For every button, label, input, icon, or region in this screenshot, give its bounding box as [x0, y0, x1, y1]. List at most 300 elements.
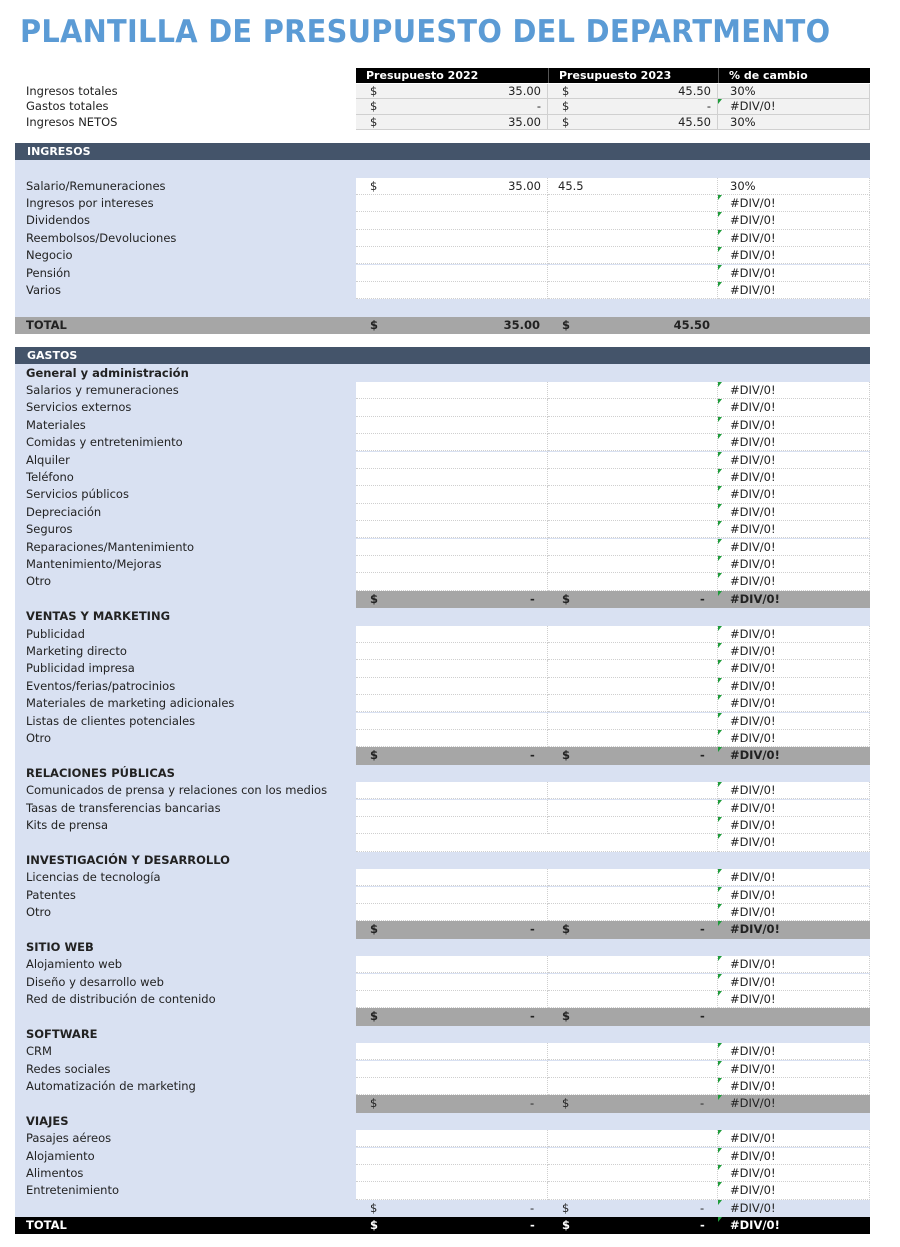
error-indicator-icon [718, 1148, 722, 1153]
cell-2022[interactable] [356, 521, 548, 538]
percent-change: #DIV/0! [730, 817, 776, 832]
error-indicator-icon [718, 486, 722, 491]
section-title-label: SITIO WEB [26, 939, 94, 954]
currency-symbol: $ [562, 318, 571, 332]
cell-pct[interactable] [718, 539, 870, 556]
cell-2023[interactable] [548, 1061, 718, 1078]
error-indicator-icon [718, 626, 722, 631]
cell-2023[interactable] [548, 434, 718, 451]
currency-symbol: $ [562, 1009, 571, 1024]
cell-2023[interactable] [548, 887, 718, 904]
error-indicator-icon [718, 678, 722, 683]
total-label: TOTAL [26, 318, 67, 332]
cell-pct[interactable] [718, 521, 870, 538]
error-indicator-icon [718, 504, 722, 509]
cell-2022[interactable] [356, 956, 548, 973]
expense-row [0, 956, 900, 973]
cell-2022[interactable] [356, 887, 548, 904]
error-indicator-icon [718, 695, 722, 700]
cell-2022[interactable] [356, 695, 548, 712]
row-label: Eventos/ferias/patrocinios [26, 678, 176, 693]
error-indicator-icon [718, 469, 722, 474]
cell-2023[interactable] [548, 282, 718, 299]
cell-2022[interactable] [356, 1043, 548, 1060]
merged-cell[interactable] [356, 834, 718, 851]
cell-2023[interactable] [548, 417, 718, 434]
cell-pct[interactable] [718, 782, 870, 799]
expense-row [0, 434, 900, 451]
cell-2022[interactable] [356, 504, 548, 521]
cell-2022[interactable] [356, 84, 548, 99]
row-label: Redes sociales [26, 1061, 111, 1076]
row-label: Salarios y remuneraciones [26, 382, 179, 397]
row-label: Patentes [26, 887, 76, 902]
percent-change: #DIV/0! [730, 1148, 776, 1163]
cell-pct[interactable] [718, 974, 870, 991]
error-indicator-icon [718, 1078, 722, 1083]
row-label: Reparaciones/Mantenimiento [26, 539, 195, 554]
cell-2023[interactable] [548, 1148, 718, 1165]
cell-2022[interactable] [356, 556, 548, 573]
percent-change: #DIV/0! [730, 382, 776, 397]
row-label: Licencias de tecnología [26, 870, 161, 885]
expense-row [0, 782, 900, 799]
cell-2022[interactable] [356, 247, 548, 264]
cell-2022[interactable] [356, 212, 548, 229]
section-title-label: RELACIONES PÚBLICAS [26, 765, 175, 780]
percent-change: #DIV/0! [730, 435, 776, 450]
cell-2022[interactable] [356, 99, 548, 114]
cell-pct[interactable] [718, 417, 870, 434]
expense-row [0, 469, 900, 486]
currency-symbol: $ [370, 318, 379, 332]
amount: - [700, 1200, 705, 1215]
expense-total-row [15, 1217, 870, 1234]
error-indicator-icon [718, 539, 722, 544]
subtotal-pct-cell[interactable] [718, 747, 870, 764]
row-label: Seguros [26, 522, 73, 537]
cell-pct[interactable] [718, 212, 870, 229]
cell-pct[interactable] [718, 1043, 870, 1060]
currency-symbol: $ [562, 1096, 570, 1111]
cell-2023[interactable] [548, 800, 718, 817]
cell-2023[interactable] [548, 399, 718, 416]
cell-2023[interactable] [548, 195, 718, 212]
expense-row [0, 991, 900, 1008]
subtotal-pct-cell[interactable] [718, 1095, 870, 1112]
error-indicator-icon [718, 887, 722, 892]
cell-2022[interactable] [356, 282, 548, 299]
error-indicator-icon [718, 556, 722, 561]
cell-pct[interactable] [718, 434, 870, 451]
error-indicator-icon [718, 1095, 722, 1100]
col-header-2023: Presupuesto 2023 [548, 68, 718, 83]
cell-pct[interactable] [718, 904, 870, 921]
currency-symbol: $ [562, 748, 571, 763]
currency-symbol: $ [370, 591, 379, 606]
row-label: Materiales [26, 417, 86, 432]
error-indicator-icon [718, 904, 722, 909]
expense-row [0, 504, 900, 521]
row-label: Otro [26, 730, 52, 745]
cell-2022[interactable] [356, 782, 548, 799]
error-indicator-icon [718, 230, 722, 235]
row-label: Comidas y entretenimiento [26, 435, 183, 450]
error-indicator-icon [718, 800, 722, 805]
currency-symbol: $ [562, 84, 570, 98]
expense-row [0, 521, 900, 538]
row-label: Publicidad [26, 626, 85, 641]
cell-2023[interactable] [548, 452, 718, 469]
cell-2023[interactable] [548, 678, 718, 695]
cell-2023[interactable] [548, 713, 718, 730]
cell-pct[interactable] [718, 800, 870, 817]
cell-2022[interactable] [356, 1078, 548, 1095]
cell-2022[interactable] [356, 1061, 548, 1078]
amount: - [530, 1096, 535, 1111]
error-indicator-icon [718, 817, 722, 822]
percent-change: #DIV/0! [730, 522, 776, 537]
amount: 35.00 [508, 114, 541, 129]
cell-2022[interactable] [356, 1148, 548, 1165]
summary-row [0, 99, 900, 114]
amount: - [536, 99, 541, 114]
cell-2022[interactable] [356, 486, 548, 503]
row-label: Tasas de transferencias bancarias [26, 800, 221, 815]
percent-change: #DIV/0! [730, 539, 776, 554]
cell-pct[interactable] [718, 556, 870, 573]
error-indicator-icon [718, 195, 722, 200]
error-indicator-icon [718, 1200, 722, 1205]
expense-row [0, 573, 900, 590]
row-label: Pasajes aéreos [26, 1131, 112, 1146]
total-pct-cell[interactable] [718, 1217, 870, 1234]
cell-2022[interactable] [356, 713, 548, 730]
cell-2023[interactable] [548, 869, 718, 886]
cell-pct[interactable] [718, 660, 870, 677]
amount: - [530, 1009, 535, 1024]
cell-2022[interactable] [356, 434, 548, 451]
currency-symbol: $ [562, 99, 570, 114]
expense-row [0, 730, 900, 747]
percent-change: 30% [730, 84, 756, 98]
expense-row [0, 643, 900, 660]
row-label: Servicios externos [26, 400, 132, 415]
cell-2022[interactable] [356, 817, 548, 834]
cell-pct[interactable] [718, 1130, 870, 1147]
amount: - [706, 99, 711, 114]
cell-pct[interactable] [718, 486, 870, 503]
amount: 45.50 [678, 84, 711, 98]
cell-2022[interactable] [356, 974, 548, 991]
section-title [0, 939, 900, 956]
cell-2023[interactable] [548, 660, 718, 677]
cell-2022[interactable] [356, 800, 548, 817]
percent-change: #DIV/0! [730, 730, 776, 745]
amount: - [700, 1218, 705, 1233]
row-label: Salario/Remuneraciones [26, 178, 166, 193]
row-label: Otro [26, 574, 52, 589]
cell-2022[interactable] [356, 265, 548, 282]
subtotal-row [0, 747, 900, 764]
percent-change: #DIV/0! [730, 1200, 776, 1215]
cell-pct[interactable] [718, 247, 870, 264]
cell-2022[interactable] [356, 1165, 548, 1182]
error-indicator-icon [718, 991, 722, 996]
expense-row [0, 556, 900, 573]
cell-2022[interactable] [356, 730, 548, 747]
cell-pct[interactable] [718, 84, 870, 99]
cell-pct[interactable] [718, 1182, 870, 1199]
row-label: Diseño y desarrollo web [26, 974, 164, 989]
section-title [0, 1113, 900, 1130]
row-label: Alquiler [26, 452, 70, 467]
cell-pct[interactable] [718, 1148, 870, 1165]
expense-row [0, 1165, 900, 1182]
cell-2023[interactable] [548, 974, 718, 991]
section-title-label: INVESTIGACIÓN Y DESARROLLO [26, 852, 230, 867]
cell-pct[interactable] [718, 678, 870, 695]
cell-2023[interactable] [548, 99, 718, 114]
percent-change: #DIV/0! [730, 957, 776, 972]
cell-2022[interactable] [356, 904, 548, 921]
error-indicator-icon [718, 212, 722, 217]
percent-change: #DIV/0! [730, 574, 776, 589]
cell-2023[interactable] [548, 904, 718, 921]
subtotal-bar [356, 1008, 870, 1025]
row-label: Reembolsos/Devoluciones [26, 230, 177, 245]
row-label: Teléfono [26, 469, 74, 484]
cell-pct[interactable] [718, 469, 870, 486]
amount: - [700, 1096, 705, 1111]
cell-2023[interactable] [548, 573, 718, 590]
cell-2022[interactable] [356, 626, 548, 643]
cell-2023[interactable] [548, 556, 718, 573]
cell-pct[interactable] [718, 643, 870, 660]
cell-2022[interactable] [356, 115, 548, 130]
cell-2022[interactable] [356, 417, 548, 434]
error-indicator-icon [718, 417, 722, 422]
cell-2023[interactable] [548, 486, 718, 503]
cell-2022[interactable] [356, 678, 548, 695]
cell-pct[interactable] [718, 178, 870, 195]
row-label: CRM [26, 1044, 52, 1059]
cell-2023[interactable] [548, 626, 718, 643]
error-indicator-icon [718, 382, 722, 387]
section-title [0, 1026, 900, 1043]
cell-pct[interactable] [718, 265, 870, 282]
cell-2022[interactable] [356, 991, 548, 1008]
cell-pct[interactable] [718, 991, 870, 1008]
cell-2023[interactable] [548, 782, 718, 799]
section-title [0, 852, 900, 869]
cell-2022[interactable] [356, 643, 548, 660]
cell-pct[interactable] [718, 869, 870, 886]
subtotal-row [0, 834, 900, 851]
amount: - [700, 591, 705, 606]
expense-row [0, 904, 900, 921]
cell-2022[interactable] [356, 399, 548, 416]
error-indicator-icon [718, 591, 722, 596]
percent-change: #DIV/0! [730, 922, 780, 937]
cell-2022[interactable] [356, 382, 548, 399]
cell-2022[interactable] [356, 1182, 548, 1199]
error-indicator-icon [718, 747, 722, 752]
row-label: Alimentos [26, 1165, 84, 1180]
error-indicator-icon [718, 1182, 722, 1187]
cell-2023[interactable] [548, 695, 718, 712]
cell-2022[interactable] [356, 869, 548, 886]
percent-change: #DIV/0! [730, 713, 776, 728]
expense-row [0, 695, 900, 712]
cell-pct[interactable] [718, 817, 870, 834]
cell-pct[interactable] [718, 452, 870, 469]
cell-2022[interactable] [356, 230, 548, 247]
cell-2023[interactable] [548, 178, 718, 195]
percent-change: #DIV/0! [730, 1078, 776, 1093]
expense-row [0, 817, 900, 834]
cell-pct[interactable] [718, 382, 870, 399]
amount: - [700, 1009, 705, 1024]
percent-change: #DIV/0! [730, 1096, 776, 1111]
percent-change: 30% [730, 114, 756, 129]
subtotal-pct-cell[interactable] [718, 921, 870, 938]
income-row [0, 247, 900, 264]
amount: - [530, 591, 535, 606]
percent-change: #DIV/0! [730, 626, 776, 641]
expense-row [0, 486, 900, 503]
cell-2022[interactable] [356, 573, 548, 590]
percent-change: #DIV/0! [730, 504, 776, 519]
row-label: Red de distribución de contenido [26, 991, 216, 1006]
expense-row [0, 800, 900, 817]
cell-pct[interactable] [718, 887, 870, 904]
cell-pct[interactable] [718, 195, 870, 212]
cell-2022[interactable] [356, 469, 548, 486]
row-label: Materiales de marketing adicionales [26, 696, 235, 711]
income-row [0, 178, 900, 195]
cell-2022[interactable] [356, 660, 548, 677]
cell-pct[interactable] [718, 695, 870, 712]
cell-pct[interactable] [718, 713, 870, 730]
cell-2023[interactable] [548, 247, 718, 264]
cell-2022[interactable] [356, 452, 548, 469]
cell-2023[interactable] [548, 817, 718, 834]
cell-pct[interactable] [718, 504, 870, 521]
currency-symbol: $ [562, 1200, 570, 1215]
cell-2023[interactable] [548, 521, 718, 538]
percent-change: #DIV/0! [730, 487, 776, 502]
error-indicator-icon [718, 956, 722, 961]
cell-2023[interactable] [548, 539, 718, 556]
cell-pct[interactable] [718, 99, 870, 114]
cell-2023[interactable] [548, 1165, 718, 1182]
subtotal-row [0, 1095, 900, 1112]
percent-change: #DIV/0! [730, 904, 776, 919]
cell-pct[interactable] [718, 399, 870, 416]
amount: - [530, 748, 535, 763]
percent-change: #DIV/0! [730, 469, 776, 484]
cell-pct[interactable] [718, 730, 870, 747]
cell-pct[interactable] [718, 1061, 870, 1078]
cell-2023[interactable] [548, 730, 718, 747]
percent-change: #DIV/0! [730, 282, 776, 297]
cell-2023[interactable] [548, 1078, 718, 1095]
cell-pct[interactable] [718, 115, 870, 130]
cell-2023[interactable] [548, 115, 718, 130]
percent-change: #DIV/0! [730, 835, 776, 850]
cell-pct[interactable] [718, 282, 870, 299]
subtotal-pct-cell[interactable] [718, 1200, 870, 1217]
error-indicator-icon [718, 1043, 722, 1048]
cell-2023[interactable] [548, 643, 718, 660]
cell-2022[interactable] [356, 1130, 548, 1147]
cell-2023[interactable] [548, 1043, 718, 1060]
cell-2022[interactable] [356, 178, 548, 195]
percent-change: #DIV/0! [730, 556, 776, 571]
cell-2023[interactable] [548, 230, 718, 247]
percent-change: #DIV/0! [730, 99, 776, 114]
cell-2023[interactable] [548, 382, 718, 399]
percent-change: #DIV/0! [730, 800, 776, 815]
cell-2023[interactable] [548, 84, 718, 99]
cell-2023[interactable] [548, 469, 718, 486]
col-header-2022: Presupuesto 2022 [356, 68, 548, 83]
error-indicator-icon [718, 660, 722, 665]
percent-change: #DIV/0! [730, 213, 776, 228]
section-title-label: SOFTWARE [26, 1026, 98, 1041]
cell-2023[interactable] [548, 504, 718, 521]
error-indicator-icon [718, 282, 722, 287]
ingresos-header: INGRESOS [15, 143, 870, 160]
percent-change: #DIV/0! [730, 643, 776, 658]
currency-symbol: $ [370, 1096, 378, 1111]
row-label: Servicios públicos [26, 487, 129, 502]
cell-2022[interactable] [356, 195, 548, 212]
cell-2023[interactable] [548, 991, 718, 1008]
cell-2023[interactable] [548, 265, 718, 282]
percent-change: #DIV/0! [730, 1218, 780, 1233]
currency-symbol: $ [562, 114, 570, 129]
cell-2023[interactable] [548, 1182, 718, 1199]
amount: 35.00 [508, 84, 541, 98]
section-title-label: General y administración [26, 365, 189, 380]
expense-row [0, 452, 900, 469]
error-indicator-icon [718, 265, 722, 270]
cell-pct[interactable] [718, 626, 870, 643]
currency-symbol: $ [370, 922, 379, 937]
subtotal-pct-cell[interactable] [718, 591, 870, 608]
cell-pct[interactable] [718, 834, 870, 851]
expense-row [0, 626, 900, 643]
error-indicator-icon [718, 434, 722, 439]
error-indicator-icon [718, 869, 722, 874]
cell-2023[interactable] [548, 212, 718, 229]
cell-2023[interactable] [548, 1130, 718, 1147]
cell-pct[interactable] [718, 1078, 870, 1095]
cell-pct[interactable] [718, 573, 870, 590]
cell-pct[interactable] [718, 1165, 870, 1182]
cell-2023[interactable] [548, 956, 718, 973]
cell-pct[interactable] [718, 956, 870, 973]
expense-row [0, 382, 900, 399]
currency-symbol: $ [370, 99, 378, 114]
row-label: Varios [26, 282, 61, 297]
expense-row [0, 399, 900, 416]
cell-2022[interactable] [356, 539, 548, 556]
expense-row [0, 1078, 900, 1095]
cell-pct[interactable] [718, 230, 870, 247]
